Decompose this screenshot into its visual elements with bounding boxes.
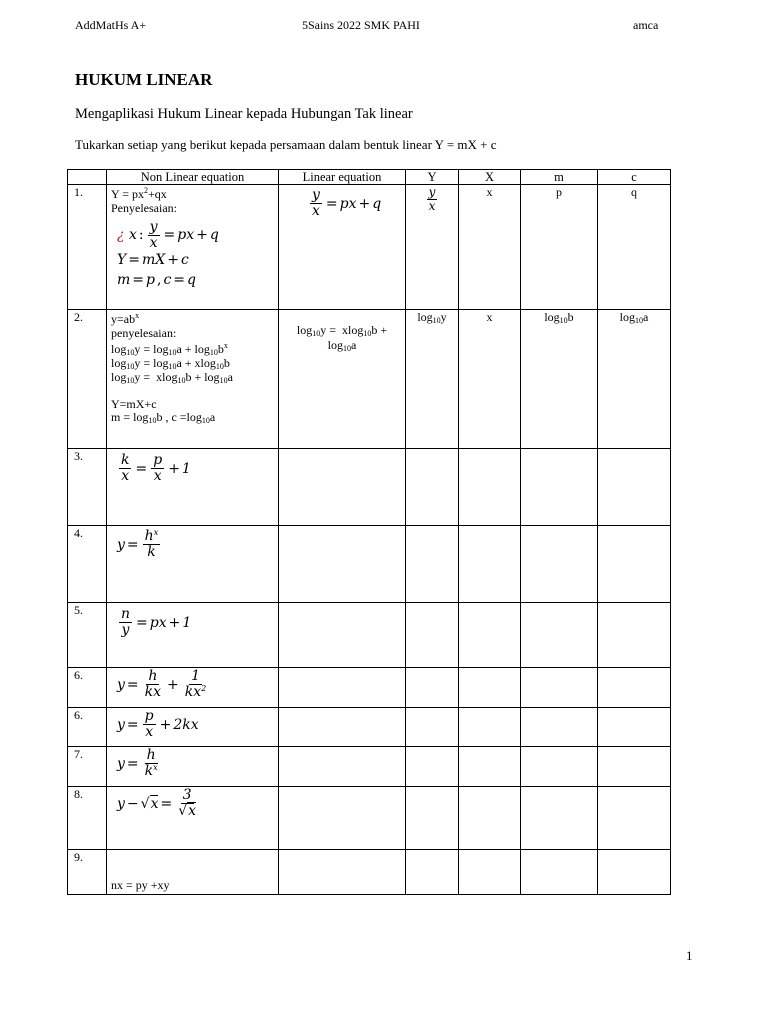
y-cell (406, 747, 459, 787)
header-center: 5Sains 2022 SMK PAHI (302, 18, 420, 32)
header-non-linear: Non Linear equation (107, 170, 279, 185)
header-linear: Linear equation (279, 170, 406, 185)
row-number: 7. (68, 747, 107, 787)
solution-step: ¿ x : $\frac{y}{x}$ = px + q (117, 218, 219, 251)
m-cell: p (521, 185, 598, 310)
linear-cell (279, 449, 406, 526)
c-cell (598, 603, 671, 668)
linear-cell (279, 708, 406, 747)
solution-step: $\log_{10}y = \log_{10}a + \log_{10}b^x$ (111, 340, 228, 357)
header-cell-number (68, 170, 107, 185)
c-cell (598, 747, 671, 787)
linear-cell (279, 668, 406, 708)
header-c: c (598, 170, 671, 185)
row-number: 8. (68, 787, 107, 850)
equation-math: y = $\frac{h^x}{k}$ (117, 528, 159, 561)
m-cell (521, 449, 598, 526)
non-linear-cell (107, 708, 279, 747)
page-title: HUKUM LINEAR (75, 70, 213, 89)
m-cell (521, 850, 598, 895)
linear-cell (279, 603, 406, 668)
linear-cell (279, 526, 406, 603)
header-m: m (521, 170, 598, 185)
row-number: 1. (68, 185, 107, 310)
linear-cell (279, 185, 406, 310)
table-row (68, 668, 671, 708)
header-right: amca (633, 18, 659, 32)
row-number: 6. (68, 668, 107, 708)
c-cell (598, 668, 671, 708)
y-cell (406, 668, 459, 708)
table-row (68, 310, 671, 449)
table-row (68, 185, 671, 310)
solution-step: $m = \log_{10}b$ , $c =\log_{10}a$ (111, 410, 216, 426)
table-row (68, 449, 671, 526)
non-linear-cell (107, 449, 279, 526)
c-cell (598, 850, 671, 895)
linear-equation: $\log_{10}y = xlog_{10}b$ + $\log_{10}a$ (296, 323, 388, 353)
non-linear-cell (107, 850, 279, 895)
x-cell (459, 603, 521, 668)
equation-math: $\frac{k}{x}$ = $\frac{p}{x}$ + 1 (121, 452, 191, 485)
equation-math: y − √ x = $\frac{3}{√x}$ (117, 787, 197, 820)
m-cell (521, 747, 598, 787)
table-row (68, 787, 671, 850)
solution-step: m = p , c = q (117, 272, 196, 289)
x-cell (459, 449, 521, 526)
table-row (68, 850, 671, 895)
equation-text: $y=ab^x$ (111, 311, 140, 327)
x-cell (459, 668, 521, 708)
solution-label: penyelesaian: (111, 326, 177, 341)
row-number: 9. (68, 850, 107, 895)
row-number: 4. (68, 526, 107, 603)
non-linear-cell (107, 603, 279, 668)
c-cell (598, 708, 671, 747)
linear-cell (279, 787, 406, 850)
y-cell (406, 526, 459, 603)
linear-cell (279, 850, 406, 895)
y-cell (406, 185, 459, 310)
linear-equation: $\frac{y}{x}$ = px + q (312, 187, 382, 220)
y-cell (406, 708, 459, 747)
linear-cell (279, 747, 406, 787)
equation-math: y = $\frac{p}{x}$ + 2kx (117, 708, 199, 741)
non-linear-cell (107, 787, 279, 850)
instruction-text: Tukarkan setiap yang berikut kepada persamaan dalam bentuk linear Y = mX + c (75, 137, 497, 152)
row-number: 3. (68, 449, 107, 526)
header-y: Y (406, 170, 459, 185)
c-cell: $\log_{10}a$ (598, 310, 671, 449)
x-cell: x (459, 185, 521, 310)
row-number: 6. (68, 708, 107, 747)
solution-step: Y=mX+c (111, 396, 157, 411)
m-cell (521, 668, 598, 708)
m-cell: $\log_{10}b$ (521, 310, 598, 449)
x-cell (459, 708, 521, 747)
y-cell (406, 787, 459, 850)
y-cell (406, 603, 459, 668)
table-row (68, 526, 671, 603)
equation-math: y = $\frac{h}{kx}$ + $\frac{1}{kx^2}$ (117, 668, 207, 701)
equation-text: nx = py +xy (111, 877, 170, 892)
x-cell (459, 850, 521, 895)
equation-math: y = $\frac{h}{k^x}$ (117, 747, 158, 780)
m-cell (521, 603, 598, 668)
x-cell (459, 747, 521, 787)
solution-label: Penyelesaian: (111, 201, 177, 216)
linear-cell (279, 310, 406, 449)
c-cell (598, 449, 671, 526)
x-cell (459, 526, 521, 603)
table-row (68, 747, 671, 787)
page-subtitle: Mengaplikasi Hukum Linear kepada Hubungan Tak linear (75, 106, 413, 122)
non-linear-cell (107, 668, 279, 708)
c-cell: q (598, 185, 671, 310)
non-linear-cell (107, 526, 279, 603)
page-number: 1 (686, 948, 693, 963)
m-cell (521, 526, 598, 603)
row-number: 5. (68, 603, 107, 668)
x-cell: x (459, 310, 521, 449)
header-left: AddMatHs A+ (75, 18, 147, 32)
x-cell (459, 787, 521, 850)
m-cell (521, 708, 598, 747)
equation-text: $Y = px^2+qx$ (111, 186, 167, 202)
solution-step: Y = mX + c (117, 252, 189, 269)
non-linear-cell (107, 747, 279, 787)
table-row (68, 603, 671, 668)
solution-step: $\log_{10}y = xlog_{10}b + \log_{10}a$ (111, 370, 233, 386)
y-value: $\frac{y}{x}$ (428, 185, 436, 213)
table-header-row (68, 170, 671, 185)
row-number: 2. (68, 310, 107, 449)
solution-step: $\log_{10}y = \log_{10}a + xlog_{10}b$ (111, 356, 230, 372)
table-row (68, 708, 671, 747)
c-cell (598, 526, 671, 603)
equation-math: $\frac{n}{y}$ = px + 1 (121, 606, 192, 639)
y-cell (406, 449, 459, 526)
c-cell (598, 787, 671, 850)
y-cell (406, 850, 459, 895)
m-cell (521, 787, 598, 850)
linear-law-table (67, 169, 671, 895)
header-x: X (459, 170, 521, 185)
y-cell: $\log_{10}y$ (406, 310, 459, 449)
non-linear-cell (107, 185, 279, 310)
non-linear-cell (107, 310, 279, 449)
